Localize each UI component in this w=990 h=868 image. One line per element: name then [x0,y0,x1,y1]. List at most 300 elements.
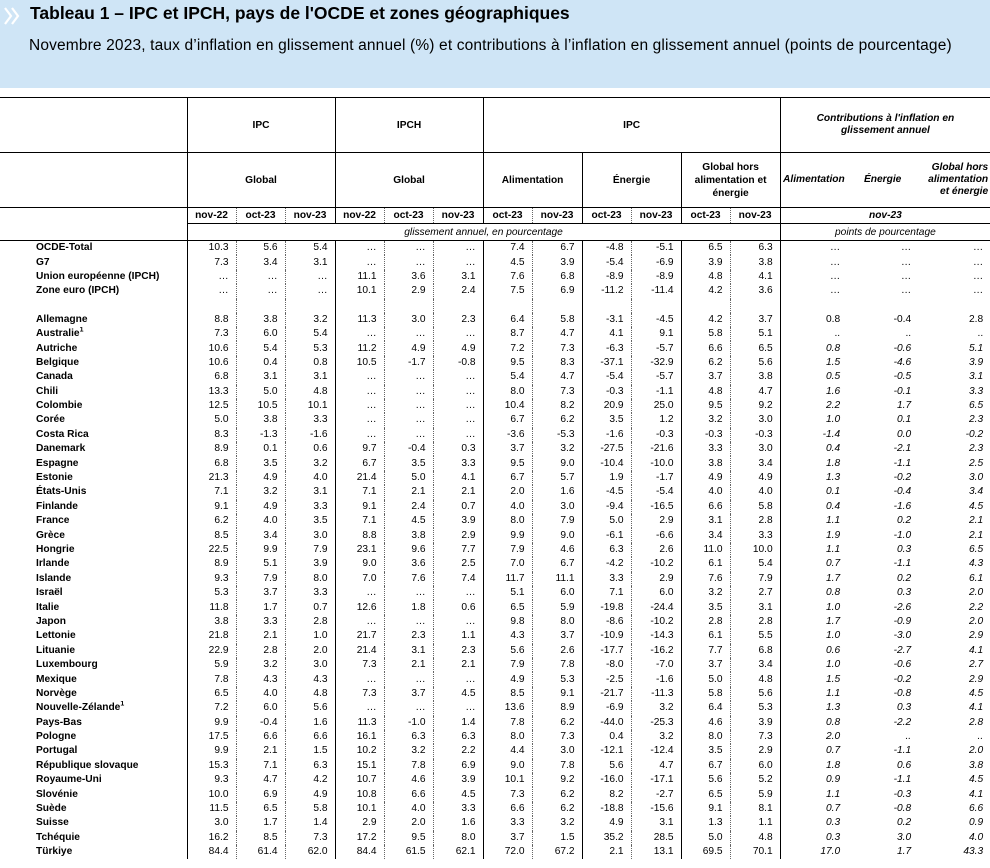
value-cell: -1.6 [631,672,681,686]
country-name [0,399,187,413]
value-cell: 4.7 [532,370,582,384]
country-label: Islande [36,572,72,584]
table-row [0,802,990,816]
value-cell: 2.3 [384,629,433,643]
value-cell: 9.9 [187,744,236,758]
value-cell: -1.6 [285,428,335,442]
value-cell: 6.8 [187,370,236,384]
value-cell: 3.1 [433,270,483,284]
value-cell: 2.3 [969,414,984,426]
value-cell: 0.7 [780,744,847,758]
value-cell: 11.1 [335,270,384,284]
value-cell: 1.8 [780,759,847,773]
value-cell: 3.0 [730,413,780,427]
table-row [0,341,990,355]
country-label: Japon [36,615,67,627]
value-cell: 3.6 [384,270,433,284]
value-cell: 3.2 [681,413,730,427]
value-cell: 2.1 [433,658,483,672]
value-cell: 3.6 [384,557,433,571]
value-cell: -1.4 [780,428,847,442]
value-cell: -0.3 [631,428,681,442]
value-cell: -37.1 [582,356,631,370]
value-cell: 4.5 [483,255,532,269]
value-cell: 5.0 [681,672,730,686]
value-cell: 9.0 [532,456,582,470]
value-cell: 3.5 [582,413,631,427]
corner-cell-4 [0,224,187,241]
value-cell: 2.5 [433,557,483,571]
value-cell: … [780,241,847,256]
value-cell: 3.5 [236,456,285,470]
value-cell: 6.1 [681,629,730,643]
value-cell: -24.4 [631,600,681,614]
value-cell: 6.5 [969,400,984,412]
value-cell: 2.2 [433,744,483,758]
value-cell: 9.1 [631,327,681,341]
country-name [0,831,187,845]
value-cell: 3.2 [681,586,730,600]
country-label: Nouvelle-Zélande [36,702,121,714]
value-cell: … [285,270,335,284]
value-cell: 1.7 [236,600,285,614]
value-cell: -6.1 [582,528,631,542]
value-cell: 4.2 [681,284,730,298]
value-cell: 2.8 [236,644,285,658]
value-cell: -2.1 [893,443,912,455]
value-cell: 1.7 [236,816,285,830]
value-cell: 1.6 [433,816,483,830]
value-cell: … [433,586,483,600]
value-cell: 3.7 [681,370,730,384]
value-cell: -5.7 [631,341,681,355]
table-row [0,399,990,413]
value-cell: 6.6 [384,787,433,801]
value-cell: 5.3 [187,586,236,600]
value-cell: 5.9 [187,658,236,672]
value-cell: … [187,270,236,284]
country-label: Estonie [36,472,73,484]
group-header-ipc-components: IPC [483,98,780,153]
table-row [0,485,990,499]
corner-cell-3 [0,208,187,224]
table-row [0,672,990,686]
value-cell: 2.9 [631,514,681,528]
value-cell: … [433,399,483,413]
value-cell: 5.9 [532,600,582,614]
period-header-contrib: nov-23 [780,208,990,224]
value-cell: 6.1 [969,572,984,584]
table-row [0,744,990,758]
value-cell: 7.9 [532,514,582,528]
value-cell: 4.1 [969,644,984,656]
value-cell: 4.5 [969,774,984,786]
spacer-cell [335,299,384,313]
value-cell: 4.1 [969,788,984,800]
value-cell: 3.7 [483,831,532,845]
value-cell: 0.8 [780,341,847,355]
value-cell: 6.7 [532,557,582,571]
value-cell: -2.7 [893,644,912,656]
table-row [0,787,990,801]
value-cell: 1.9 [780,528,847,542]
value-cell: 2.9 [433,528,483,542]
value-cell: 1.0 [780,600,847,614]
value-cell: … [433,327,483,341]
value-cell: 2.1 [384,658,433,672]
subheader-hors: Global hors alimentation et énergie [681,153,780,208]
value-cell: 8.0 [681,730,730,744]
value-cell: 7.0 [335,572,384,586]
value-cell: 10.8 [335,787,384,801]
value-cell: 4.1 [433,471,483,485]
value-cell: 7.6 [483,270,532,284]
value-cell: 2.0 [969,615,984,627]
value-cell: -1.6 [582,428,631,442]
value-cell: … [780,270,847,284]
value-cell: 0.4 [582,730,631,744]
value-cell: 3.8 [236,313,285,327]
value-cell: 43.3 [963,846,984,858]
value-cell: 5.4 [285,241,335,256]
footnote-marker: 1 [79,326,84,334]
value-cell: 9.1 [187,500,236,514]
value-cell: 5.0 [187,413,236,427]
country-label: OCDE-Total [36,242,93,254]
value-cell: 8.7 [483,327,532,341]
value-cell: 4.0 [681,485,730,499]
country-label: G7 [36,256,50,268]
value-cell: … [335,672,384,686]
value-cell: 6.3 [285,759,335,773]
value-cell: 4.9 [582,816,631,830]
value-cell: … [900,242,912,254]
value-cell: 10.1 [335,802,384,816]
value-cell: 3.9 [681,255,730,269]
value-cell: 10.5 [335,356,384,370]
table-row [0,241,990,256]
value-cell: … [433,241,483,256]
value-cell: -12.1 [582,744,631,758]
value-cell: 4.9 [384,341,433,355]
value-cell: 3.3 [236,615,285,629]
value-cell: 3.1 [285,255,335,269]
country-label: Allemagne [36,313,88,325]
value-cell: 3.3 [582,572,631,586]
value-cell: -0.2 [893,673,912,685]
period-header: nov-22 [187,208,236,224]
value-cell: 3.3 [969,385,984,397]
value-cell: 8.0 [483,730,532,744]
value-cell: 6.8 [730,644,780,658]
value-cell: … [335,327,384,341]
country-name [0,327,187,341]
value-cell: 3.8 [730,370,780,384]
country-name [0,284,187,298]
value-cell: 84.4 [335,845,384,859]
value-cell: -32.9 [631,356,681,370]
value-cell: 3.4 [969,486,984,498]
value-cell: 8.1 [730,802,780,816]
value-cell: 6.6 [681,341,730,355]
value-cell: 1.4 [433,716,483,730]
country-label: Luxembourg [36,659,98,671]
value-cell: 4.3 [483,629,532,643]
value-cell: 0.3 [896,587,912,599]
value-cell: -3.1 [582,313,631,327]
value-cell: -21.6 [631,442,681,456]
value-cell: 3.1 [681,514,730,528]
value-cell: -44.0 [582,716,631,730]
value-cell: 0.9 [969,817,984,829]
value-cell: … [433,413,483,427]
country-label: Chili [36,385,59,397]
country-name [0,744,187,758]
value-cell: 7.6 [681,572,730,586]
value-cell: 6.4 [681,701,730,715]
value-cell: 3.3 [483,816,532,830]
value-cell: 9.2 [532,773,582,787]
value-cell: -11.3 [631,687,681,701]
value-cell: 70.1 [730,845,780,859]
spacer-cell [433,299,483,313]
value-cell: 4.9 [285,787,335,801]
value-cell: -3.0 [893,630,912,642]
value-cell: 5.8 [285,802,335,816]
value-cell: 1.7 [780,615,847,629]
table-row [0,629,990,643]
value-cell: 4.8 [285,687,335,701]
value-cell: .. [977,731,984,743]
value-cell: 4.9 [236,471,285,485]
value-cell: 4.6 [384,773,433,787]
value-cell: 3.2 [631,701,681,715]
table-body [0,241,990,860]
value-cell: 4.2 [681,313,730,327]
value-cell: 0.8 [285,356,335,370]
value-cell: 2.6 [532,644,582,658]
value-cell: 6.6 [236,730,285,744]
value-cell: 3.2 [285,456,335,470]
table-row [0,528,990,542]
country-name [0,701,187,715]
value-cell: 2.1 [236,744,285,758]
value-cell: 20.9 [582,399,631,413]
value-cell: 61.4 [236,845,285,859]
table-row [0,413,990,427]
country-name [0,572,187,586]
value-cell: 3.1 [969,371,984,383]
country-name [0,759,187,773]
country-name [0,471,187,485]
table-title: Tableau 1 – IPC et IPCH, pays de l'OCDE et zones géographiques [30,3,570,23]
value-cell: -17.7 [582,644,631,658]
period-header: nov-23 [285,208,335,224]
value-cell: 23.1 [335,543,384,557]
value-cell: 3.3 [433,456,483,470]
period-header: nov-22 [335,208,384,224]
value-cell: 2.9 [335,816,384,830]
value-cell: 7.9 [730,572,780,586]
value-cell: 3.3 [285,586,335,600]
value-cell: 7.3 [187,327,236,341]
value-cell: 6.5 [969,544,984,555]
table-row [0,701,990,715]
country-name [0,413,187,427]
value-cell: 0.3 [780,816,847,830]
value-cell: 3.5 [681,600,730,614]
country-label: Lituanie [36,644,76,656]
value-cell: 5.4 [236,341,285,355]
country-label: Autriche [36,342,78,354]
value-cell: 4.3 [285,672,335,686]
value-cell: … [433,255,483,269]
value-cell: 2.1 [969,515,984,527]
value-cell: 2.0 [285,644,335,658]
value-cell: 7.3 [335,687,384,701]
subheader-global-ipc: Global [187,153,335,208]
country-label: Union européenne (IPCH) [36,270,160,282]
value-cell: … [384,255,433,269]
spacer-cell [918,299,990,313]
value-cell: -0.2 [893,472,912,484]
value-cell: … [384,385,433,399]
value-cell: -11.4 [631,284,681,298]
value-cell: 7.3 [285,831,335,845]
value-cell: 5.1 [730,327,780,341]
value-cell: 4.6 [532,543,582,557]
country-label: Irlande [36,558,70,570]
subheader-contrib-energie: Énergie [847,153,918,208]
value-cell: 9.9 [236,543,285,557]
value-cell: 3.0 [285,528,335,542]
value-cell: … [187,284,236,298]
value-cell: 9.1 [335,500,384,514]
value-cell: 6.0 [532,586,582,600]
value-cell: 0.1 [780,485,847,499]
value-cell: -2.6 [893,601,912,613]
value-cell: -0.4 [893,313,912,325]
value-cell: 4.8 [681,385,730,399]
value-cell: 6.8 [187,456,236,470]
value-cell: 7.9 [285,543,335,557]
value-cell: 7.1 [335,514,384,528]
country-name [0,845,187,859]
subheader-energie: Énergie [582,153,681,208]
value-cell: -5.3 [532,428,582,442]
value-cell: 2.8 [681,615,730,629]
value-cell: -0.4 [236,716,285,730]
value-cell: 7.3 [532,730,582,744]
value-cell: 9.3 [187,572,236,586]
value-cell: 3.1 [285,485,335,499]
table-row [0,471,990,485]
value-cell: 1.6 [780,385,847,399]
value-cell: 0.3 [896,702,912,714]
value-cell: 6.5 [483,600,532,614]
value-cell: 1.8 [384,600,433,614]
value-cell: 2.3 [433,644,483,658]
spacer-cell [631,299,681,313]
country-label: Canada [36,371,73,383]
value-cell: 7.9 [236,572,285,586]
value-cell: 3.1 [631,816,681,830]
country-label: Australie [36,328,80,340]
value-cell: … [384,615,433,629]
value-cell: 61.5 [384,845,433,859]
value-cell: 1.0 [780,658,847,672]
value-cell: 3.0 [532,500,582,514]
country-name [0,500,187,514]
value-cell: … [433,370,483,384]
country-name [0,600,187,614]
value-cell: 84.4 [187,845,236,859]
table-row [0,557,990,571]
value-cell: 7.8 [384,759,433,773]
country-name [0,644,187,658]
value-cell: 7.1 [236,759,285,773]
country-label: République slovaque [36,759,139,771]
value-cell: -0.6 [893,659,912,671]
inflation-table [0,97,990,859]
value-cell: -8.6 [582,615,631,629]
value-cell: 1.3 [780,471,847,485]
value-cell: 5.6 [582,759,631,773]
value-cell: 2.1 [384,485,433,499]
value-cell: 4.4 [483,744,532,758]
table-row [0,644,990,658]
value-cell: 2.0 [780,730,847,744]
value-cell: 1.1 [780,543,847,557]
value-cell: … [236,284,285,298]
value-cell: 3.3 [285,500,335,514]
value-cell: 4.1 [969,702,984,714]
value-cell: … [335,385,384,399]
value-cell: 6.7 [681,759,730,773]
value-cell: 4.1 [582,327,631,341]
value-cell: … [384,586,433,600]
table-row [0,816,990,830]
value-cell: 7.6 [384,572,433,586]
country-name [0,428,187,442]
value-cell: -1.0 [384,716,433,730]
value-cell: 10.0 [730,543,780,557]
value-cell: 2.2 [969,601,984,613]
value-cell: 3.9 [969,356,984,368]
value-cell: 6.0 [631,586,681,600]
value-cell: 3.0 [285,658,335,672]
value-cell: 0.6 [285,442,335,456]
value-cell: 1.8 [780,456,847,470]
value-cell: 6.9 [236,787,285,801]
value-cell: 7.8 [532,759,582,773]
value-cell: 3.8 [187,615,236,629]
value-cell: 7.9 [483,658,532,672]
value-cell: -16.0 [582,773,631,787]
spacer-cell [681,299,730,313]
value-cell: 5.7 [532,471,582,485]
value-cell: 9.9 [483,528,532,542]
value-cell: -10.0 [631,456,681,470]
subheader-global-ipch: Global [335,153,483,208]
country-name [0,485,187,499]
table-row [0,385,990,399]
subheader-contrib-alim: Alimentation [780,153,847,208]
value-cell: … [335,701,384,715]
value-cell: 2.1 [236,629,285,643]
table-row [0,600,990,614]
table-row [0,270,990,284]
